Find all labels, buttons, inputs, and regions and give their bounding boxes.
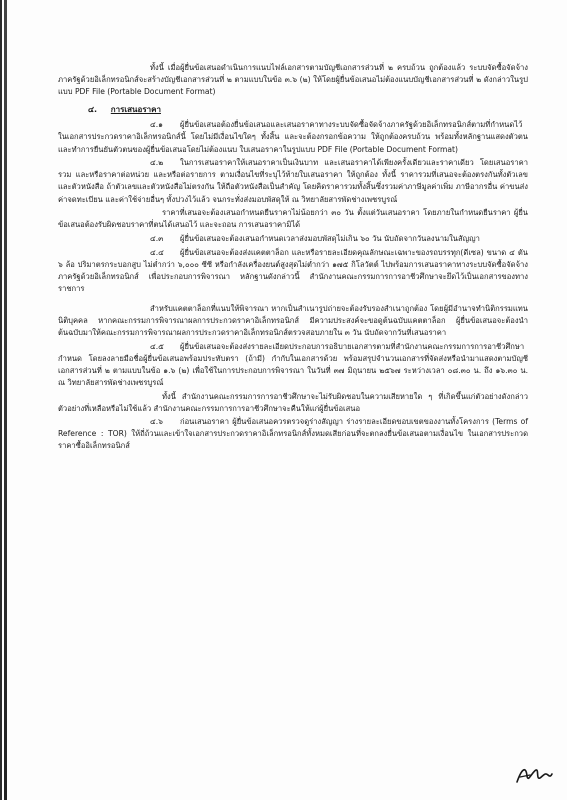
clause-4-2-text: ในการเสนอราคาให้เสนอราคาเป็นเงินบาท และเสนอราคาได้เพียงครั้งเดียวและราคาเดียว โดยเสนอราคารวม และหรือราคาต่อหน่วย และหรือต่อรายการ ตามเงื่อนไขที่ระบุไว้ท้ายใบเสนอราคา ให้ถูกต้อง ทั้งนี้ ราคารวมที่เสนอจะต้องตรงกันทั้งตัวเลขและตัวหนังสือ ถ้าตัวเลขและตัวหนังสือไม่ตรงกัน ให้ถือตัวหนังสือเป็นสำคัญ โดยคิดราคารวมทั้งสิ้นซึ่งรวมค่าภาษีมูลค่าเพิ่ม ภาษีอากรอื่น ค่าขนส่ง ค่าจดทะเบียน และค่าใช้จ่ายอื่นๆ ทั้งปวงไว้แล้ว จนกระทั่งส่งมอบพัสดุให้ ณ วิทยาลัยสารพัดช่างเพชรบูรณ์ [58,158,528,204]
clause-4-2-continued: ราคาที่เสนอจะต้องเสนอกำหนดยืนราคาไม่น้อยกว่า ๓๐ วัน ตั้งแต่วันเสนอราคา โดยภายในกำหนดยืนราคา ผู้ยื่นข้อเสนอต้องรับผิดชอบราคาที่ตนได้เสนอไว้ และจะถอน การเสนอราคามิได้ [58,208,528,230]
clause-4-5-continued: ทั้งนี้ สำนักงานคณะกรรมการการอาชีวศึกษาจะไม่รับผิดชอบในความเสียหายใด ๆ ที่เกิดขึ้นแก่ตัวอย่างดังกล่าว ตัวอย่างที่เหลือหรือไม่ใช้แล้ว สำนักงานคณะกรรมการการอาชีวศึกษาจะคืนให้แก่ผู้ยื่นข้อเสนอ [58,391,528,413]
section-heading [58,104,528,116]
clause-4-5 [58,341,528,389]
clause-4-5-text: ผู้ยื่นข้อเสนอจะต้องส่งรายละเอียดประกอบการอธิบายเอกสารตามที่สำนักงานคณะกรรมการการอาชีวศึกษากำหนด โดยลงลายมือชื่อผู้ยื่นข้อเสนอพร้อมประทับตรา (ถ้ามี) กำกับในเอกสารด้วย พร้อมสรุปจำนวนเอกสารที่จัดส่งหรือนำมาแสดงตามบัญชีเอกสารส่วนที่ ๒ ตามแบบในข้อ ๑.๖ (๒) เพื่อใช้ในการประกอบการพิจารณา ในวันที่ ๓๗ มิถุนายน ๒๕๖๗ ระหว่างเวลา ๐๘.๓๐ น. ถึง ๑๖.๓๐ น. ณ วิทยาลัยสารพัดช่างเพชรบูรณ์ [58,341,528,387]
clause-4-5-number: ๔.๕ [150,341,164,351]
intro-paragraph: ทั้งนี้ เมื่อผู้ยื่นข้อเสนอดำเนินการแนบไฟล์เอกสารตามบัญชีเอกสารส่วนที่ ๒ ครบถ้วน ถูกต้องแล้ว ระบบจัดซื้อจัดจ้างภาครัฐด้วยอิเล็กทรอนิกส์จะสร้างบัญชีเอกสารส่วนที่ ๒ ตามแบบในข้อ ๓.๖ (๒) ให้โดยผู้ยื่นข้อเสนอไม่ต้องแนบบัญชีเอกสารส่วนที่ ๒ ดังกล่าวในรูปแบบ PDF File (Portable Document Format) [58,63,528,97]
clause-4-2-number: ๔.๒ [150,158,164,168]
clause-4-1 [58,119,528,155]
clause-4-6-number: ๔.๖ [150,417,163,427]
heading-text: การเสนอราคา [110,105,161,115]
clause-4-3-text: ผู้ยื่นข้อเสนอจะต้องเสนอกำหนดเวลาส่งมอบพัสดุไม่เกิน ๖๐ วัน นับถัดจากวันลงนามในสัญญา [180,234,480,243]
clause-4-6-text: ก่อนเสนอราคา ผู้ยื่นข้อเสนอควรตรวจดูร่างสัญญา ร่างรายละเอียดขอบเขตของงานทั้งโครงการ (Terms of Reference : TOR) ให้ถี่ถ้วนและเข้าใจเอกสารประกวดราคาอิเล็กทรอนิกส์ทั้งหมดเสียก่อนที่จะตกลงยื่นข้อเสนอตามเงื่อนไข ในเอกสารประกวดราคาซื้ออิเล็กทรอนิกส์ [58,417,528,451]
clause-4-2 [58,157,528,205]
clause-4-1-number: ๔.๑ [150,120,163,130]
scan-edge [4,0,7,800]
clause-4-4 [58,247,528,295]
clause-4-4-text: ผู้ยื่นข้อเสนอจะต้องส่งแคตตาล็อก และหรือรายละเอียดคุณลักษณะเฉพาะของรถบรรทุก(ดีเซล) ขนาด ๔ ตัน ๖ ล้อ ปริมาตรกระบอกสูบ ไม่ต่ำกว่า ๖,๐๐๐ ซีซี หรือกำลังเครื่องยนต์สูงสุดไม่ต่ำกว่า ๑๗๕ กิโลวัตต์ ไปพร้อมการเสนอราคาทางระบบจัดซื้อจัดจ้างภาครัฐด้วยอิเล็กทรอนิกส์ เพื่อประกอบการพิจารณา หลักฐานดังกล่าวนี้ สำนักงานคณะกรรมการการอาชีวศึกษาจะยึดไว้เป็นเอกสารของทางราชการ [58,247,528,293]
clause-4-6 [58,416,528,452]
document-body [58,62,528,454]
clause-4-3 [58,233,528,245]
clause-4-4-number: ๔.๔ [150,247,164,257]
clause-4-4-continued: สำหรับแคตตาล็อกที่แนบให้พิจารณา หากเป็นสำเนารูปถ่ายจะต้องรับรองสำเนาถูกต้อง โดยผู้มีอำนาจทำนิติกรรมแทนนิติบุคคล หากคณะกรรมการพิจารณาผลการประกวดราคาอิเล็กทรอนิกส์ มีความประสงค์จะขอดูต้นฉบับแคตตาล็อก ผู้ยื่นข้อเสนอจะต้องนำต้นฉบับมาให้คณะกรรมการพิจารณาผลการประกวดราคาอิเล็กทรอนิกส์ตรวจสอบภายใน ๓ วัน นับถัดจากวันที่เสนอราคา [58,303,528,337]
clause-4-1-text: ผู้ยื่นข้อเสนอต้องยื่นข้อเสนอและเสนอราคาทางระบบจัดซื้อจัดจ้างภาครัฐด้วยอิเล็กทรอนิกส์ตามที่กำหนดไว้ในเอกสารประกวดราคาอิเล็กทรอนิกส์นี้ โดยไม่มีเงื่อนไขใดๆ ทั้งสิ้น และจะต้องกรอกข้อความ ให้ถูกต้องครบถ้วน พร้อมทั้งหลักฐานแสดงตัวตนและทำการยืนยันตัวตนของผู้ยื่นข้อเสนอโดยไม่ต้องแนบ ใบเสนอราคาในรูปแบบ PDF File (Portable Document Format) [58,120,528,154]
signature-mark [514,764,554,786]
clause-4-3-number: ๔.๓ [150,234,164,243]
heading-number: ๔. [88,105,98,115]
